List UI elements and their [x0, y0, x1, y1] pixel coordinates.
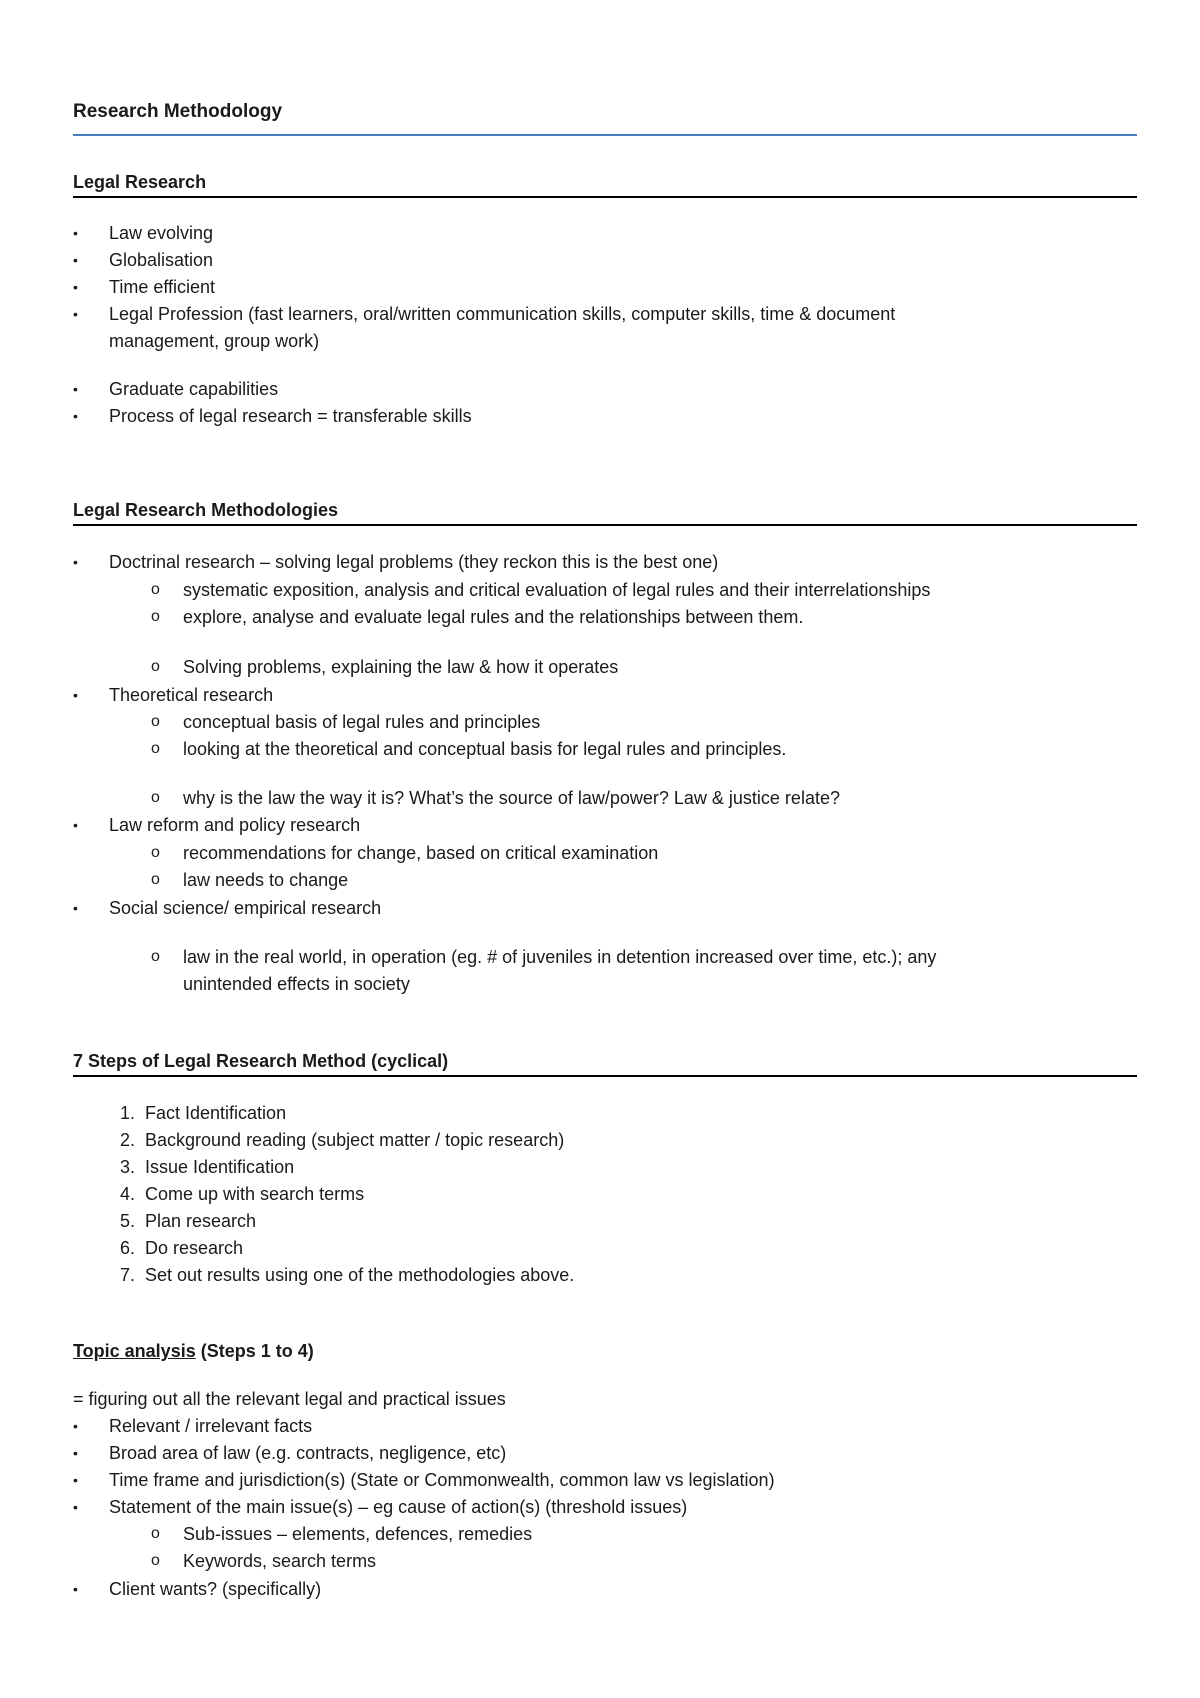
list-item-continuation: management, group work) — [109, 331, 320, 351]
sub-bullet-icon: o — [151, 871, 160, 888]
sub-bullet-icon: o — [151, 658, 160, 675]
sub-list-item: law needs to change — [183, 870, 349, 890]
sub-bullet-icon: o — [151, 608, 160, 625]
section-heading-steps: 7 Steps of Legal Research Method (cyclical) — [73, 1051, 449, 1071]
sub-list-item: recommendations for change, based on critical examination — [183, 843, 659, 863]
sub-list-item: law in the real world, in operation (eg. # of juveniles in detention increased over time, etc.); any — [183, 947, 937, 967]
section-heading-topic-analysis — [73, 1341, 314, 1362]
step-item: Come up with search terms — [145, 1184, 365, 1204]
section-heading-legal-research: Legal Research — [73, 172, 207, 192]
sub-list-item: Sub-issues – elements, defences, remedies — [183, 1524, 533, 1544]
bullet-icon: • — [73, 279, 78, 295]
sub-bullet-icon: o — [151, 740, 160, 757]
bullet-icon: • — [73, 687, 78, 703]
list-item: Globalisation — [109, 250, 214, 270]
section-rule — [73, 196, 1137, 198]
bullet-icon: • — [73, 1499, 78, 1515]
sub-list-item: conceptual basis of legal rules and principles — [183, 712, 541, 732]
step-number: 5. — [119, 1211, 135, 1231]
bullet-icon: • — [73, 225, 78, 241]
bullet-icon: • — [73, 381, 78, 397]
sub-list-item: Keywords, search terms — [183, 1551, 377, 1571]
title-rule — [73, 134, 1137, 136]
sub-list-item: systematic exposition, analysis and critical evaluation of legal rules and their interrelationships — [183, 580, 931, 600]
sub-bullet-icon: o — [151, 789, 160, 806]
sub-bullet-icon: o — [151, 844, 160, 861]
topic-analysis-underlined: Topic analysis — [73, 1341, 196, 1361]
bullet-icon: • — [73, 817, 78, 833]
sub-bullet-icon: o — [151, 713, 160, 730]
bullet-icon: • — [73, 1472, 78, 1488]
list-item: Law reform and policy research — [109, 815, 361, 835]
list-item: Client wants? (specifically) — [109, 1579, 322, 1599]
list-item: Doctrinal research – solving legal problems (they reckon this is the best one) — [109, 552, 719, 572]
step-number: 6. — [119, 1238, 135, 1258]
sub-bullet-icon: o — [151, 948, 160, 965]
list-item: Time efficient — [109, 277, 216, 297]
step-item: Fact Identification — [145, 1103, 287, 1123]
list-item: Relevant / irrelevant facts — [109, 1416, 313, 1436]
sub-list-item: looking at the theoretical and conceptual basis for legal rules and principles. — [183, 739, 787, 759]
list-item: Law evolving — [109, 223, 214, 243]
section-rule — [73, 1075, 1137, 1077]
sub-list-item: why is the law the way it is? What’s the source of law/power? Law & justice relate? — [183, 788, 840, 808]
topic-intro: = figuring out all the relevant legal and practical issues — [73, 1389, 506, 1409]
list-item: Social science/ empirical research — [109, 898, 382, 918]
section-rule — [73, 524, 1137, 526]
sub-list-item-continuation: unintended effects in society — [183, 974, 410, 994]
sub-list-item: Solving problems, explaining the law & how it operates — [183, 657, 619, 677]
step-item: Background reading (subject matter / topic research) — [145, 1130, 565, 1150]
list-item: Time frame and jurisdiction(s) (State or Commonwealth, common law vs legislation) — [109, 1470, 775, 1490]
list-item: Process of legal research = transferable skills — [109, 406, 472, 426]
topic-analysis-steps: (Steps 1 to 4) — [195, 1341, 314, 1361]
sub-bullet-icon: o — [151, 581, 160, 598]
list-item: Graduate capabilities — [109, 379, 279, 399]
bullet-icon: • — [73, 1445, 78, 1461]
page-title: Research Methodology — [73, 101, 283, 122]
list-item: Legal Profession (fast learners, oral/written communication skills, computer skills, time & document — [109, 304, 896, 324]
bullet-icon: • — [73, 554, 78, 570]
step-number: 2. — [119, 1130, 135, 1150]
step-item: Do research — [145, 1238, 244, 1258]
sub-bullet-icon: o — [151, 1525, 160, 1542]
step-item: Plan research — [145, 1211, 257, 1231]
section-heading-methodologies: Legal Research Methodologies — [73, 500, 339, 520]
bullet-icon: • — [73, 252, 78, 268]
list-item: Theoretical research — [109, 685, 274, 705]
step-number: 7. — [119, 1265, 135, 1285]
bullet-icon: • — [73, 1418, 78, 1434]
sub-bullet-icon: o — [151, 1552, 160, 1569]
step-item: Set out results using one of the methodologies above. — [145, 1265, 575, 1285]
bullet-icon: • — [73, 1581, 78, 1597]
list-item: Broad area of law (e.g. contracts, negligence, etc) — [109, 1443, 507, 1463]
step-number: 1. — [119, 1103, 135, 1123]
sub-list-item: explore, analyse and evaluate legal rules and the relationships between them. — [183, 607, 804, 627]
step-number: 4. — [119, 1184, 135, 1204]
list-item: Statement of the main issue(s) – eg cause of action(s) (threshold issues) — [109, 1497, 688, 1517]
bullet-icon: • — [73, 408, 78, 424]
step-item: Issue Identification — [145, 1157, 295, 1177]
bullet-icon: • — [73, 306, 78, 322]
step-number: 3. — [119, 1157, 135, 1177]
bullet-icon: • — [73, 900, 78, 916]
